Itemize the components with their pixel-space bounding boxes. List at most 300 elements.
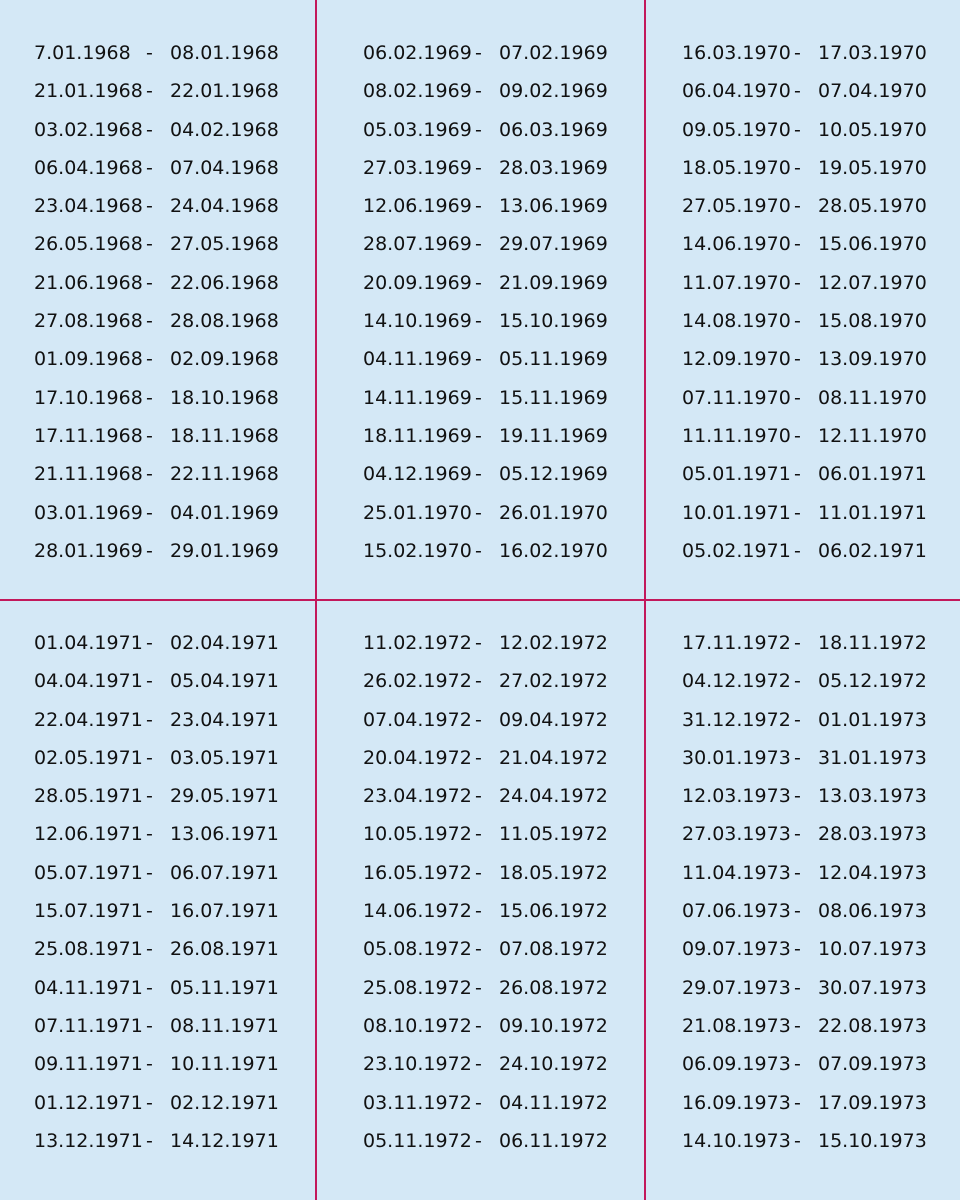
date-range-start: 27.03.1973 bbox=[682, 823, 791, 846]
date-range-end: 16.07.1971 bbox=[170, 900, 279, 923]
date-range-start: 05.07.1971 bbox=[34, 861, 143, 884]
date-range-end: 04.02.1968 bbox=[170, 118, 279, 141]
date-range-start: 21.06.1968 bbox=[34, 271, 143, 294]
date-range-row bbox=[682, 72, 927, 110]
date-range-start: 17.10.1968 bbox=[34, 386, 143, 409]
date-range-end: 10.05.1970 bbox=[818, 118, 927, 141]
date-range-end: 24.10.1972 bbox=[499, 1053, 608, 1076]
date-range-start: 14.10.1969 bbox=[363, 310, 472, 333]
date-range-end: 04.11.1972 bbox=[499, 1091, 608, 1114]
date-range-end: 09.04.1972 bbox=[499, 708, 608, 731]
date-range-end: 09.10.1972 bbox=[499, 1014, 608, 1037]
date-range-start: 12.09.1970 bbox=[682, 348, 791, 371]
date-range-row bbox=[34, 302, 279, 340]
date-range-end: 01.01.1973 bbox=[818, 708, 927, 731]
date-range-separator: - bbox=[146, 708, 153, 731]
date-range-start: 03.02.1968 bbox=[34, 118, 143, 141]
date-range-end: 24.04.1972 bbox=[499, 785, 608, 808]
date-range-start: 10.05.1972 bbox=[363, 823, 472, 846]
date-range-start: 05.08.1972 bbox=[363, 938, 472, 961]
date-range-end: 13.06.1971 bbox=[170, 823, 279, 846]
date-range-end: 08.01.1968 bbox=[170, 42, 279, 64]
date-range-separator: - bbox=[794, 632, 801, 654]
date-range-separator: - bbox=[794, 386, 801, 409]
date-range-end: 15.06.1970 bbox=[818, 233, 927, 256]
date-range-separator: - bbox=[146, 156, 153, 179]
date-range-start: 03.11.1972 bbox=[363, 1091, 472, 1114]
date-list-section-6 bbox=[682, 624, 927, 1160]
date-range-start: 07.04.1972 bbox=[363, 708, 472, 731]
date-range-end: 17.09.1973 bbox=[818, 1091, 927, 1114]
date-list-section-3 bbox=[682, 34, 927, 570]
date-range-separator: - bbox=[794, 861, 801, 884]
date-range-separator: - bbox=[794, 348, 801, 371]
date-range-separator: - bbox=[146, 195, 153, 218]
date-range-separator: - bbox=[794, 1053, 801, 1076]
date-range-row bbox=[363, 72, 608, 110]
date-range-row bbox=[682, 225, 927, 263]
date-range-end: 10.11.1971 bbox=[170, 1053, 279, 1076]
date-range-start: 18.11.1969 bbox=[363, 424, 472, 447]
date-range-start: 11.04.1973 bbox=[682, 861, 791, 884]
date-range-row bbox=[682, 187, 927, 225]
date-range-end: 02.12.1971 bbox=[170, 1091, 279, 1114]
date-range-end: 30.07.1973 bbox=[818, 976, 927, 999]
date-range-start: 29.07.1973 bbox=[682, 976, 791, 999]
date-range-start: 01.09.1968 bbox=[34, 348, 143, 371]
date-range-row bbox=[34, 739, 279, 777]
date-range-row bbox=[682, 302, 927, 340]
date-range-separator: - bbox=[146, 42, 153, 64]
date-range-end: 02.09.1968 bbox=[170, 348, 279, 371]
date-range-row bbox=[682, 264, 927, 302]
date-range-row bbox=[682, 624, 927, 662]
date-range-start: 05.03.1969 bbox=[363, 118, 472, 141]
date-range-separator: - bbox=[475, 42, 482, 64]
date-range-row bbox=[682, 739, 927, 777]
date-range-separator: - bbox=[794, 80, 801, 103]
date-range-row bbox=[363, 1045, 608, 1083]
date-range-row bbox=[34, 379, 279, 417]
date-range-separator: - bbox=[475, 233, 482, 256]
date-range-end: 26.08.1972 bbox=[499, 976, 608, 999]
date-range-start: 09.07.1973 bbox=[682, 938, 791, 961]
date-range-separator: - bbox=[475, 708, 482, 731]
date-range-separator: - bbox=[146, 310, 153, 333]
date-range-row bbox=[34, 662, 279, 700]
date-range-row bbox=[682, 34, 927, 72]
date-range-end: 22.01.1968 bbox=[170, 80, 279, 103]
date-range-row bbox=[682, 417, 927, 455]
date-range-start: 04.04.1971 bbox=[34, 670, 143, 693]
date-range-separator: - bbox=[794, 233, 801, 256]
date-range-end: 04.01.1969 bbox=[170, 501, 279, 524]
date-range-end: 06.03.1969 bbox=[499, 118, 608, 141]
date-range-start: 09.05.1970 bbox=[682, 118, 791, 141]
date-range-end: 14.12.1971 bbox=[170, 1129, 279, 1152]
date-range-end: 18.11.1968 bbox=[170, 424, 279, 447]
date-range-separator: - bbox=[794, 271, 801, 294]
date-range-end: 28.03.1973 bbox=[818, 823, 927, 846]
date-range-start: 16.09.1973 bbox=[682, 1091, 791, 1114]
date-range-separator: - bbox=[475, 938, 482, 961]
date-range-end: 28.03.1969 bbox=[499, 156, 608, 179]
date-range-end: 08.11.1971 bbox=[170, 1014, 279, 1037]
date-range-row bbox=[682, 854, 927, 892]
date-range-start: 11.02.1972 bbox=[363, 632, 472, 654]
date-range-end: 22.11.1968 bbox=[170, 463, 279, 486]
date-range-separator: - bbox=[146, 386, 153, 409]
date-range-start: 23.10.1972 bbox=[363, 1053, 472, 1076]
date-list-section-2 bbox=[363, 34, 608, 570]
date-range-end: 18.11.1972 bbox=[818, 632, 927, 654]
date-range-row bbox=[34, 892, 279, 930]
date-range-start: 04.11.1971 bbox=[34, 976, 143, 999]
date-range-row bbox=[682, 662, 927, 700]
date-range-start: 06.04.1970 bbox=[682, 80, 791, 103]
date-range-start: 7.01.1968 bbox=[34, 42, 131, 64]
date-range-end: 05.12.1972 bbox=[818, 670, 927, 693]
date-range-row bbox=[34, 111, 279, 149]
date-range-separator: - bbox=[475, 156, 482, 179]
date-range-row bbox=[363, 264, 608, 302]
date-range-start: 05.11.1972 bbox=[363, 1129, 472, 1152]
date-range-separator: - bbox=[794, 938, 801, 961]
date-range-row bbox=[363, 701, 608, 739]
date-range-start: 28.01.1969 bbox=[34, 539, 143, 562]
date-range-start: 06.04.1968 bbox=[34, 156, 143, 179]
date-range-start: 07.11.1971 bbox=[34, 1014, 143, 1037]
date-range-start: 23.04.1968 bbox=[34, 195, 143, 218]
date-range-row bbox=[363, 662, 608, 700]
date-range-row bbox=[34, 264, 279, 302]
date-range-row bbox=[363, 1122, 608, 1160]
date-range-start: 05.02.1971 bbox=[682, 539, 791, 562]
date-range-separator: - bbox=[146, 861, 153, 884]
date-range-row bbox=[682, 149, 927, 187]
date-range-start: 14.10.1973 bbox=[682, 1129, 791, 1152]
date-range-row bbox=[34, 149, 279, 187]
date-range-start: 21.08.1973 bbox=[682, 1014, 791, 1037]
date-range-row bbox=[34, 187, 279, 225]
date-range-separator: - bbox=[146, 976, 153, 999]
date-range-separator: - bbox=[794, 424, 801, 447]
date-range-end: 29.05.1971 bbox=[170, 785, 279, 808]
date-range-separator: - bbox=[146, 118, 153, 141]
date-range-end: 11.01.1971 bbox=[818, 501, 927, 524]
date-range-separator: - bbox=[475, 785, 482, 808]
date-range-start: 11.11.1970 bbox=[682, 424, 791, 447]
date-range-end: 19.11.1969 bbox=[499, 424, 608, 447]
date-range-row bbox=[34, 34, 279, 72]
date-range-row bbox=[34, 969, 279, 1007]
date-range-row bbox=[363, 302, 608, 340]
date-range-end: 15.06.1972 bbox=[499, 900, 608, 923]
date-range-start: 26.02.1972 bbox=[363, 670, 472, 693]
date-range-end: 27.02.1972 bbox=[499, 670, 608, 693]
date-range-separator: - bbox=[146, 1091, 153, 1114]
date-range-end: 28.08.1968 bbox=[170, 310, 279, 333]
date-range-separator: - bbox=[146, 539, 153, 562]
date-range-end: 23.04.1971 bbox=[170, 708, 279, 731]
date-range-separator: - bbox=[794, 501, 801, 524]
date-range-end: 07.04.1970 bbox=[818, 80, 927, 103]
date-range-separator: - bbox=[794, 1014, 801, 1037]
date-range-separator: - bbox=[146, 271, 153, 294]
date-range-end: 06.02.1971 bbox=[818, 539, 927, 562]
date-range-row bbox=[34, 930, 279, 968]
date-range-row bbox=[34, 494, 279, 532]
date-range-separator: - bbox=[146, 501, 153, 524]
date-range-start: 21.01.1968 bbox=[34, 80, 143, 103]
date-range-start: 04.11.1969 bbox=[363, 348, 472, 371]
date-range-separator: - bbox=[146, 463, 153, 486]
date-range-separator: - bbox=[794, 746, 801, 769]
date-range-start: 25.01.1970 bbox=[363, 501, 472, 524]
date-range-end: 29.01.1969 bbox=[170, 539, 279, 562]
date-range-start: 30.01.1973 bbox=[682, 746, 791, 769]
date-range-row bbox=[363, 1084, 608, 1122]
date-range-row bbox=[363, 930, 608, 968]
date-range-separator: - bbox=[794, 463, 801, 486]
date-range-row bbox=[363, 1007, 608, 1045]
date-range-separator: - bbox=[794, 195, 801, 218]
date-range-start: 28.07.1969 bbox=[363, 233, 472, 256]
date-range-separator: - bbox=[475, 976, 482, 999]
date-range-row bbox=[682, 111, 927, 149]
date-range-start: 26.05.1968 bbox=[34, 233, 143, 256]
date-range-start: 27.08.1968 bbox=[34, 310, 143, 333]
date-range-row bbox=[34, 1084, 279, 1122]
date-range-end: 15.10.1973 bbox=[818, 1129, 927, 1152]
date-range-row bbox=[34, 1045, 279, 1083]
date-range-row bbox=[34, 72, 279, 110]
date-range-row bbox=[682, 494, 927, 532]
date-range-separator: - bbox=[146, 424, 153, 447]
date-range-start: 16.03.1970 bbox=[682, 42, 791, 64]
date-range-separator: - bbox=[794, 1129, 801, 1152]
date-range-end: 22.06.1968 bbox=[170, 271, 279, 294]
date-range-separator: - bbox=[794, 118, 801, 141]
date-range-start: 09.11.1971 bbox=[34, 1053, 143, 1076]
date-range-row bbox=[682, 1122, 927, 1160]
date-range-row bbox=[363, 340, 608, 378]
date-range-end: 12.04.1973 bbox=[818, 861, 927, 884]
date-range-end: 07.02.1969 bbox=[499, 42, 608, 64]
date-range-row bbox=[363, 815, 608, 853]
date-range-separator: - bbox=[475, 348, 482, 371]
date-range-start: 06.02.1969 bbox=[363, 42, 472, 64]
date-range-start: 21.11.1968 bbox=[34, 463, 143, 486]
date-range-end: 06.07.1971 bbox=[170, 861, 279, 884]
date-range-row bbox=[682, 701, 927, 739]
date-list-section-1 bbox=[34, 34, 279, 570]
date-range-separator: - bbox=[794, 310, 801, 333]
date-range-start: 01.12.1971 bbox=[34, 1091, 143, 1114]
date-range-start: 17.11.1968 bbox=[34, 424, 143, 447]
date-range-end: 16.02.1970 bbox=[499, 539, 608, 562]
date-range-separator: - bbox=[146, 233, 153, 256]
date-range-row bbox=[34, 1122, 279, 1160]
date-range-row bbox=[363, 225, 608, 263]
date-range-row bbox=[682, 815, 927, 853]
date-range-end: 19.05.1970 bbox=[818, 156, 927, 179]
date-list-section-5 bbox=[363, 624, 608, 1160]
date-range-end: 05.11.1971 bbox=[170, 976, 279, 999]
date-range-start: 22.04.1971 bbox=[34, 708, 143, 731]
date-range-row bbox=[363, 455, 608, 493]
date-range-end: 08.11.1970 bbox=[818, 386, 927, 409]
date-range-start: 17.11.1972 bbox=[682, 632, 791, 654]
date-range-end: 07.04.1968 bbox=[170, 156, 279, 179]
date-range-start: 14.06.1972 bbox=[363, 900, 472, 923]
date-range-start: 02.05.1971 bbox=[34, 746, 143, 769]
date-range-end: 21.04.1972 bbox=[499, 746, 608, 769]
date-range-start: 13.12.1971 bbox=[34, 1129, 143, 1152]
date-range-end: 27.05.1968 bbox=[170, 233, 279, 256]
date-range-separator: - bbox=[794, 900, 801, 923]
date-range-separator: - bbox=[146, 746, 153, 769]
date-range-row bbox=[34, 417, 279, 455]
date-range-row bbox=[363, 969, 608, 1007]
date-range-end: 06.01.1971 bbox=[818, 463, 927, 486]
date-range-end: 05.11.1969 bbox=[499, 348, 608, 371]
date-range-start: 12.06.1971 bbox=[34, 823, 143, 846]
date-range-row bbox=[682, 1045, 927, 1083]
date-range-row bbox=[682, 969, 927, 1007]
date-range-separator: - bbox=[146, 823, 153, 846]
date-range-separator: - bbox=[146, 900, 153, 923]
date-range-end: 22.08.1973 bbox=[818, 1014, 927, 1037]
date-range-separator: - bbox=[475, 823, 482, 846]
date-range-separator: - bbox=[794, 785, 801, 808]
date-range-row bbox=[363, 624, 608, 662]
date-range-separator: - bbox=[475, 670, 482, 693]
date-range-row bbox=[363, 532, 608, 570]
date-range-separator: - bbox=[794, 1091, 801, 1114]
date-range-start: 14.11.1969 bbox=[363, 386, 472, 409]
date-range-start: 10.01.1971 bbox=[682, 501, 791, 524]
date-range-separator: - bbox=[475, 501, 482, 524]
date-range-start: 06.09.1973 bbox=[682, 1053, 791, 1076]
date-range-start: 20.09.1969 bbox=[363, 271, 472, 294]
date-range-end: 21.09.1969 bbox=[499, 271, 608, 294]
date-range-end: 15.10.1969 bbox=[499, 310, 608, 333]
date-range-separator: - bbox=[146, 1014, 153, 1037]
date-range-separator: - bbox=[475, 424, 482, 447]
date-range-row bbox=[363, 777, 608, 815]
date-range-start: 27.03.1969 bbox=[363, 156, 472, 179]
date-range-end: 15.11.1969 bbox=[499, 386, 608, 409]
date-list-section-4 bbox=[34, 624, 279, 1160]
date-range-start: 27.05.1970 bbox=[682, 195, 791, 218]
date-range-row bbox=[34, 340, 279, 378]
date-range-separator: - bbox=[475, 539, 482, 562]
date-range-row bbox=[363, 34, 608, 72]
date-range-row bbox=[34, 225, 279, 263]
date-range-start: 23.04.1972 bbox=[363, 785, 472, 808]
date-range-row bbox=[363, 739, 608, 777]
date-range-separator: - bbox=[475, 632, 482, 654]
date-range-separator: - bbox=[475, 861, 482, 884]
date-range-row bbox=[363, 379, 608, 417]
date-range-start: 20.04.1972 bbox=[363, 746, 472, 769]
date-range-start: 03.01.1969 bbox=[34, 501, 143, 524]
date-range-separator: - bbox=[146, 1129, 153, 1152]
date-range-end: 29.07.1969 bbox=[499, 233, 608, 256]
date-range-start: 15.02.1970 bbox=[363, 539, 472, 562]
date-range-separator: - bbox=[146, 1053, 153, 1076]
date-range-start: 14.08.1970 bbox=[682, 310, 791, 333]
date-range-row bbox=[682, 930, 927, 968]
date-range-separator: - bbox=[475, 310, 482, 333]
date-range-end: 08.06.1973 bbox=[818, 900, 927, 923]
date-range-separator: - bbox=[146, 348, 153, 371]
date-range-start: 25.08.1971 bbox=[34, 938, 143, 961]
date-range-start: 28.05.1971 bbox=[34, 785, 143, 808]
date-range-start: 25.08.1972 bbox=[363, 976, 472, 999]
date-range-separator: - bbox=[794, 976, 801, 999]
date-range-start: 14.06.1970 bbox=[682, 233, 791, 256]
date-range-row bbox=[363, 892, 608, 930]
date-range-row bbox=[34, 532, 279, 570]
row-divider bbox=[0, 599, 960, 601]
date-range-row bbox=[34, 777, 279, 815]
date-range-start: 01.04.1971 bbox=[34, 632, 143, 654]
date-range-start: 31.12.1972 bbox=[682, 708, 791, 731]
date-range-separator: - bbox=[794, 42, 801, 64]
date-range-row bbox=[682, 340, 927, 378]
date-range-start: 12.03.1973 bbox=[682, 785, 791, 808]
date-range-end: 26.01.1970 bbox=[499, 501, 608, 524]
date-range-end: 15.08.1970 bbox=[818, 310, 927, 333]
date-range-separator: - bbox=[475, 271, 482, 294]
date-range-separator: - bbox=[475, 386, 482, 409]
date-range-row bbox=[682, 777, 927, 815]
date-range-end: 06.11.1972 bbox=[499, 1129, 608, 1152]
date-range-start: 08.02.1969 bbox=[363, 80, 472, 103]
date-range-row bbox=[682, 1007, 927, 1045]
date-range-row bbox=[363, 494, 608, 532]
date-range-separator: - bbox=[794, 823, 801, 846]
date-range-separator: - bbox=[794, 708, 801, 731]
date-range-separator: - bbox=[475, 1014, 482, 1037]
date-range-start: 18.05.1970 bbox=[682, 156, 791, 179]
date-range-row bbox=[34, 701, 279, 739]
date-range-start: 04.12.1969 bbox=[363, 463, 472, 486]
date-range-end: 03.05.1971 bbox=[170, 746, 279, 769]
date-range-end: 07.08.1972 bbox=[499, 938, 608, 961]
date-range-end: 12.11.1970 bbox=[818, 424, 927, 447]
date-range-separator: - bbox=[475, 746, 482, 769]
date-range-separator: - bbox=[475, 80, 482, 103]
date-range-row bbox=[363, 187, 608, 225]
date-range-start: 12.06.1969 bbox=[363, 195, 472, 218]
date-range-end: 11.05.1972 bbox=[499, 823, 608, 846]
date-range-row bbox=[682, 892, 927, 930]
date-range-end: 10.07.1973 bbox=[818, 938, 927, 961]
date-range-separator: - bbox=[146, 632, 153, 654]
date-range-row bbox=[363, 854, 608, 892]
date-range-end: 17.03.1970 bbox=[818, 42, 927, 64]
date-range-start: 07.11.1970 bbox=[682, 386, 791, 409]
date-range-end: 24.04.1968 bbox=[170, 195, 279, 218]
date-range-separator: - bbox=[146, 938, 153, 961]
date-range-end: 28.05.1970 bbox=[818, 195, 927, 218]
date-range-end: 09.02.1969 bbox=[499, 80, 608, 103]
date-range-end: 02.04.1971 bbox=[170, 632, 279, 654]
date-range-separator: - bbox=[475, 195, 482, 218]
